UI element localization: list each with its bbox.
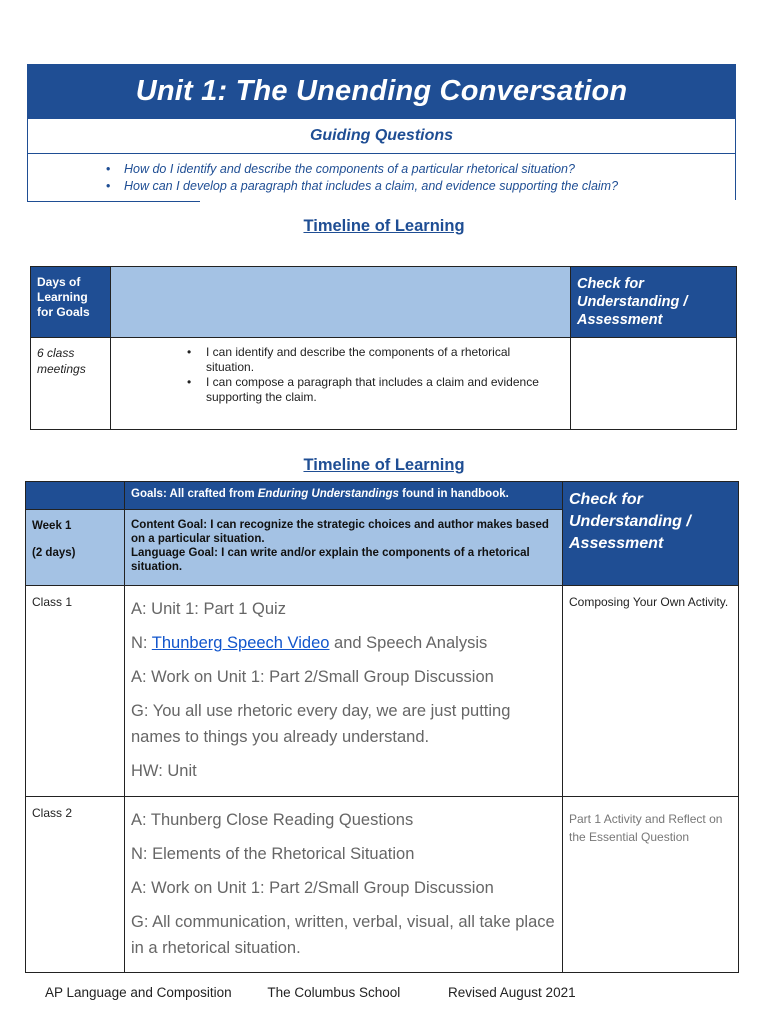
goals-header (111, 267, 571, 338)
class-2-assessment: Part 1 Activity and Reflect on the Essential Question (563, 797, 739, 973)
days-header: Days of Learning for Goals (31, 267, 111, 338)
footer-course: AP Language and Composition (45, 985, 232, 1000)
guiding-question: • How do I identify and describe the components of a particular rhetorical situation? (106, 161, 735, 178)
class-2-plan (125, 797, 563, 973)
goals-cell (111, 338, 571, 430)
plan-line: G: All communication, written, verbal, visual, all take place in a rhetorical situation. (131, 913, 555, 957)
page-footer (45, 985, 576, 1000)
footer-school: The Columbus School (267, 985, 401, 1000)
content-goal: Content Goal: I can recognize the strategic choices and author makes based on a particular situation. (131, 519, 549, 545)
week-cell (26, 510, 125, 586)
goals-prefix: Goals: All crafted from (131, 488, 258, 500)
plan-line: A: Work on Unit 1: Part 2/Small Group Discussion (131, 668, 494, 686)
plan-line: HW: Unit (131, 762, 197, 780)
plan-prefix: N: (131, 634, 152, 652)
class-1-assessment: Composing Your Own Activity. (563, 586, 739, 797)
unit-title: Unit 1: The Unending Conversation (28, 65, 735, 118)
guiding-questions-heading: Guiding Questions (28, 118, 735, 153)
week-days: (2 days) (32, 547, 76, 559)
guiding-question: • How can I develop a paragraph that includes a claim, and evidence supporting the claim? (106, 178, 735, 195)
timeline-heading-2: Timeline of Learning (303, 456, 465, 474)
plan-line: G: You all use rhetoric every day, we are just putting names to things you already understand. (131, 702, 511, 746)
box-edge-mask (200, 200, 737, 204)
footer-revised: Revised August 2021 (448, 985, 576, 1000)
week-label: Week 1 (32, 520, 72, 532)
plan-line: N: Elements of the Rhetorical Situation (131, 845, 415, 863)
check-cell (571, 338, 737, 430)
class-1-label: Class 1 (26, 586, 125, 797)
class-2-label: Class 2 (26, 797, 125, 973)
plan-line (131, 630, 556, 656)
weekly-goals-cell (125, 510, 563, 586)
class-1-plan (125, 586, 563, 797)
goals-source-header (125, 482, 563, 510)
language-goal: Language Goal: I can write and/or explain the components of a rhetorical situation. (131, 547, 530, 573)
goals-emphasis: Enduring Understandings (257, 488, 399, 500)
goal-item: • I can compose a paragraph that includes a claim and evidence supporting the claim. (187, 375, 550, 405)
goal-item: • I can identify and describe the components of a rhetorical situation. (187, 345, 550, 375)
goals-suffix: found in handbook. (398, 488, 509, 500)
unit-header-box (27, 64, 736, 202)
timeline-table-1 (30, 266, 737, 430)
thunberg-video-link[interactable]: Thunberg Speech Video (151, 634, 330, 652)
guiding-questions-list (28, 153, 735, 201)
timeline-heading-1: Timeline of Learning (303, 217, 465, 235)
plan-line: A: Work on Unit 1: Part 2/Small Group Discussion (131, 879, 494, 897)
plan-suffix: and Speech Analysis (329, 634, 488, 652)
plan-line: A: Thunberg Close Reading Questions (131, 811, 414, 829)
blank-header-cell (26, 482, 125, 510)
days-cell: 6 class meetings (31, 338, 111, 430)
timeline-table-2 (25, 481, 739, 973)
plan-line: A: Unit 1: Part 1 Quiz (131, 600, 286, 618)
check-understanding-header: Check for Understanding / Assessment (563, 482, 739, 586)
check-header: Check for Understanding / Assessment (571, 267, 737, 338)
